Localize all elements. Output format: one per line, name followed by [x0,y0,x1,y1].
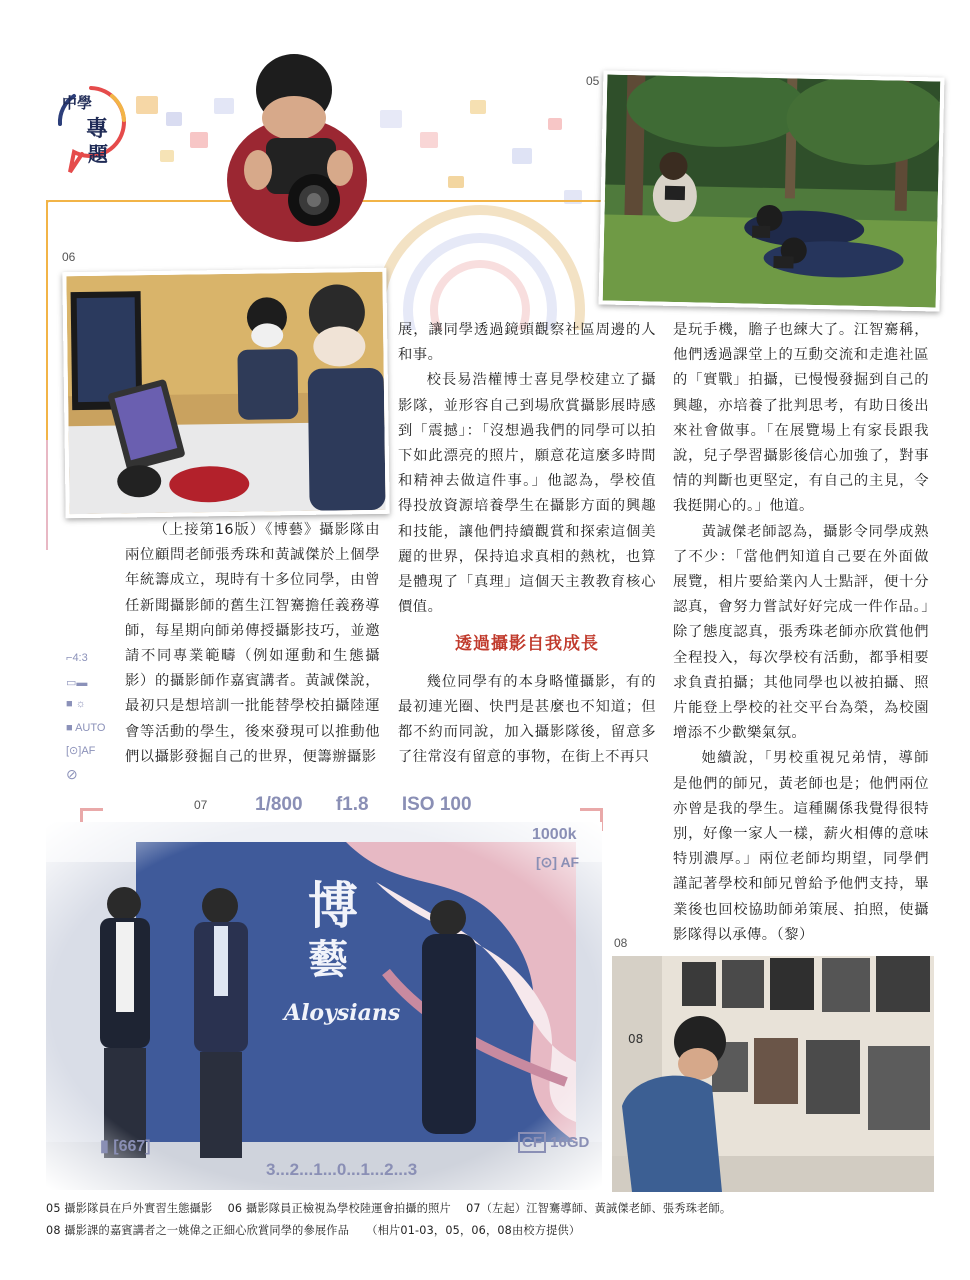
article-paragraph: 黃誠傑老師認為，攝影令同學成熟了不少：「當他們知道自己要在外面做展覽，相片要給業內人士點評，便十分認真，會努力嘗試好好完成一件作品。」除了態度認真，張秀珠老師亦欣賞他們全程投入，每次學校有活動，都爭相要求負責拍攝；其他同學也以被拍攝、照片能登上學校的社交平台為榮，為校園增添不少歡樂氣氛。 [673,523,929,742]
iso: ISO 100 [401,794,472,815]
hud-focus-mode: [⊙] AF [536,854,580,870]
photo-08-exhibition-viewing [612,956,934,1192]
photo-captions-line1: 05 攝影隊員在戶外實習生態攝影 06 攝影隊員正檢視為學校陸運會拍攝的照片 07（左起）江智騫導師、黃誠傑老師、張秀珠老師。 [46,1202,732,1215]
photo-captions-line2: 08 攝影課的嘉賓講者之一姚偉之正細心欣賞同學的參展作品 （相片01-03，05，06，08由校方提供） [46,1224,581,1237]
brightness-icon: ■ ☼ [66,698,86,710]
autofocus-indicator: [⊙]AF [66,745,96,757]
article-column-1 [125,518,380,770]
hud-exposure-meter: 3...2...1...0...1...2...3 [266,1160,418,1179]
hud-memory-card: CF 16GD [518,1134,589,1151]
article-paragraph: （上接第16版）《博藝》攝影隊由兩位顧問老師張秀珠和黃誠傑於上個學年統籌成立，現時有十多位同學，由曾任新聞攝影師的舊生江智騫擔任義務導師，每星期向師弟傳授攝影技巧，並邀請不同專業範疇（例如運動和生態攝影）的攝影師作嘉賓講者。黃誠傑說，最初只是想培訓一批能替學校拍攝陸運會等活動的學生，後來發現可以推動他們以攝影發掘自己的世界，便籌辦攝影 [125,522,380,765]
article-paragraph: 她續說，「男校重視兄弟情，導師是他們的師兄，黃老師也是；他們兩位亦曾是我的學生。這種關係我覺得很特別，好像一家人一樣，薪火相傳的意味特別濃厚。」兩位老師均期望，同學們謹記著學校和師兄曾給予他們支持，畢業後也回校協助師弟策展、拍照，使攝影隊得以承傳。（黎） [673,750,929,943]
article-subheading: 透過攝影自我成長 [455,634,599,655]
aperture: f1.8 [335,794,369,815]
hud-resolution: 1000k [532,826,577,843]
section-tag-line3: 題 [88,142,108,166]
article-paragraph: 是玩手機，膽子也練大了。江智騫稱，他們透過課堂上的互動交流和走進社區的「實戰」拍攝，已慢慢發掘到自己的興趣，亦培養了批判思考，有助日後出來社會做事。「在展覽場上有家長跟我說，兒子學習攝影後信心加強了，對事情的判斷也更堅定，有自己的主見，令我挺開心的。」他道。 [673,322,929,515]
photo-08-number: 08 [614,936,628,950]
photo-06-number: 06 [62,250,76,264]
photo-05-outdoor-shoot [599,70,945,311]
section-tag [52,84,130,176]
hud-exposure-readout [255,794,472,816]
article-column-2 [398,318,656,770]
photo-08-inset-number: 08 [628,1032,644,1046]
article-paragraph: 校長易浩權博士喜見學校建立了攝影隊，並形容自己到場欣賞攝影展時感到「震撼」：「沒想過我們的同學可以拍下如此漂亮的照片，願意花這麼多時間和精神去做這件事。」他認為，學校值得投放資源培養學生在攝影方面的興趣和技能，讓他們持續觀賞和探索這個美麗的世界，保持追求真相的熱枕，也算是體現了「真理」這個天主教教育核心價值。 [398,372,656,616]
photographer-cutout-image [222,50,372,245]
photo-05-number: 05 [586,74,600,88]
auto-mode-indicator: ■ AUTO [66,722,106,734]
article-paragraph: 幾位同學有的本身略懂攝影，有的最初連光圈、快門是甚麼也不知道；但都不約而同說，加入攝影隊後，留意多了往常沒有留意的事物，在街上不再只 [398,673,656,766]
photo-06-reviewing-photos [62,268,389,518]
section-tag-line1: 中學 [62,94,93,112]
article-paragraph: 展，讓同學透過鏡頭觀察社區周邊的人和事。 [398,322,656,364]
screen-mode-icon: ▭▬ [66,677,88,689]
shutter-speed: 1/800 [255,794,303,815]
aspect-ratio-indicator: ⌐4:3 [66,652,88,664]
photo-07-number: 07 [194,798,208,812]
flash-off-icon: ⊘ [66,766,78,782]
section-tag-line2: 專 [86,116,109,142]
hud-remaining-shots: ▮ [667] [100,1138,151,1155]
article-column-3 [673,318,929,948]
